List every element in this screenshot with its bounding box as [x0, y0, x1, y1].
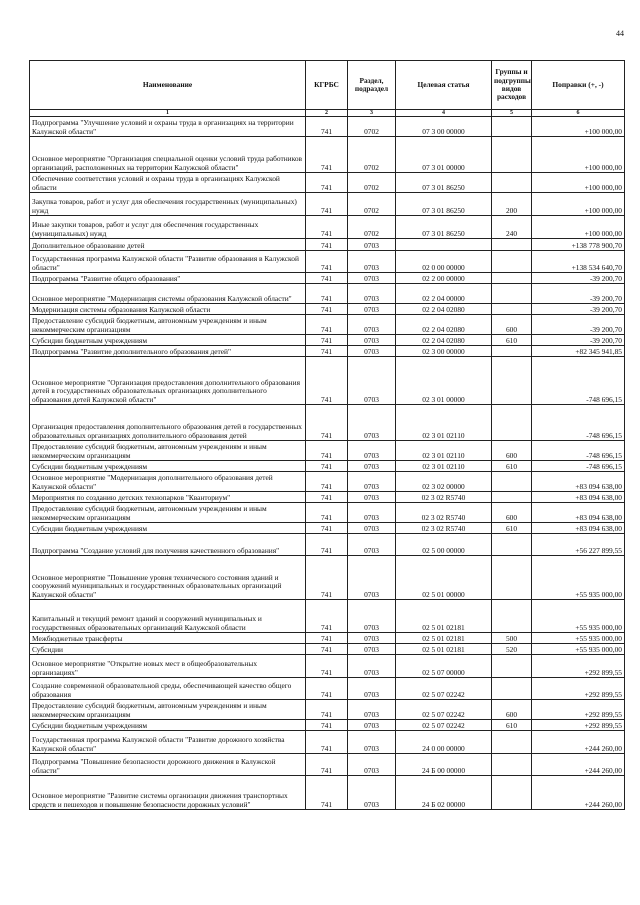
cell-amount: +292 899,55 [532, 678, 625, 700]
cell-section: 0703 [348, 731, 396, 754]
cell-amount: -748 696,15 [532, 405, 625, 441]
cell-name: Создание современной образовательной среды, обеспечивающей качество общего образования [30, 678, 306, 700]
cell-group: 240 [492, 216, 532, 239]
cell-kgrbs: 741 [306, 534, 348, 556]
cell-target: 24 Б 00 00000 [396, 754, 492, 776]
cell-group [492, 754, 532, 776]
cell-name: Организация предоставления дополнительного образования детей в государственных образовательных организациях дополнительного образования детей [30, 405, 306, 441]
cell-name: Иные закупки товаров, работ и услуг для обеспечения государственных (муниципальных) нужд [30, 216, 306, 239]
column-number: 3 [348, 110, 396, 117]
cell-section: 0703 [348, 720, 396, 731]
cell-name: Подпрограмма "Повышение безопасности дорожного движения в Калужской области" [30, 754, 306, 776]
cell-group [492, 346, 532, 357]
cell-target: 02 3 01 02110 [396, 405, 492, 441]
cell-group: 600 [492, 315, 532, 335]
cell-amount: +56 227 899,55 [532, 534, 625, 556]
cell-amount: +83 094 638,00 [532, 492, 625, 503]
cell-group [492, 776, 532, 810]
cell-group: 610 [492, 720, 532, 731]
cell-kgrbs: 741 [306, 216, 348, 239]
cell-kgrbs: 741 [306, 644, 348, 655]
cell-kgrbs: 741 [306, 173, 348, 193]
cell-amount: +100 000,00 [532, 173, 625, 193]
table-row [30, 503, 625, 523]
cell-target: 24 Б 02 00000 [396, 776, 492, 810]
column-number: 4 [396, 110, 492, 117]
cell-kgrbs: 741 [306, 492, 348, 503]
cell-target: 02 5 07 02242 [396, 720, 492, 731]
cell-section: 0703 [348, 335, 396, 346]
cell-name: Субсидии бюджетным учреждениям [30, 461, 306, 472]
cell-kgrbs: 741 [306, 776, 348, 810]
cell-kgrbs: 741 [306, 600, 348, 633]
cell-kgrbs: 741 [306, 441, 348, 461]
cell-target: 02 3 01 00000 [396, 357, 492, 405]
cell-amount: -39 200,70 [532, 315, 625, 335]
cell-name: Модернизация системы образования Калужской области [30, 304, 306, 315]
table-row [30, 304, 625, 315]
cell-kgrbs: 741 [306, 117, 348, 137]
cell-target: 02 5 01 00000 [396, 556, 492, 600]
cell-kgrbs: 741 [306, 523, 348, 534]
cell-section: 0703 [348, 273, 396, 284]
column-number-row [30, 110, 625, 117]
cell-name: Субсидии бюджетным учреждениям [30, 720, 306, 731]
cell-group [492, 678, 532, 700]
cell-name: Мероприятия по созданию детских технопарков "Кванториум" [30, 492, 306, 503]
cell-target: 02 3 00 00000 [396, 346, 492, 357]
cell-name: Основное мероприятие "Развитие системы организации движения транспортных средств и пешеходов и повышение безопасности дорожных условий" [30, 776, 306, 810]
cell-target: 07 3 01 00000 [396, 137, 492, 173]
table-row [30, 405, 625, 441]
cell-group [492, 137, 532, 173]
cell-group: 600 [492, 441, 532, 461]
cell-target: 02 2 04 02080 [396, 335, 492, 346]
cell-kgrbs: 741 [306, 405, 348, 441]
cell-target: 02 2 00 00000 [396, 273, 492, 284]
cell-target: 02 2 04 02080 [396, 304, 492, 315]
table-row [30, 284, 625, 304]
cell-target: 07 3 01 86250 [396, 193, 492, 216]
table-row [30, 173, 625, 193]
table-row [30, 315, 625, 335]
cell-amount: -39 200,70 [532, 335, 625, 346]
cell-kgrbs: 741 [306, 273, 348, 284]
cell-name: Основное мероприятие "Открытие новых мест в общеобразовательных организациях" [30, 655, 306, 678]
cell-kgrbs: 741 [306, 346, 348, 357]
table-row [30, 472, 625, 492]
table-row [30, 678, 625, 700]
table-row [30, 534, 625, 556]
cell-group [492, 357, 532, 405]
cell-section: 0703 [348, 461, 396, 472]
header-section: Раздел, подраздел [348, 61, 396, 110]
cell-section: 0703 [348, 441, 396, 461]
cell-target: 02 5 01 02181 [396, 600, 492, 633]
cell-amount: -748 696,15 [532, 461, 625, 472]
table-row [30, 720, 625, 731]
cell-group: 610 [492, 461, 532, 472]
cell-amount: +100 000,00 [532, 216, 625, 239]
cell-section: 0702 [348, 137, 396, 173]
cell-group: 600 [492, 700, 532, 720]
cell-section: 0703 [348, 600, 396, 633]
cell-name: Предоставление субсидий бюджетным, автономным учреждениям и иным некоммерческим организациям [30, 441, 306, 461]
cell-section: 0703 [348, 472, 396, 492]
cell-amount: +83 094 638,00 [532, 503, 625, 523]
table-row [30, 137, 625, 173]
cell-group [492, 492, 532, 503]
cell-amount: -748 696,15 [532, 441, 625, 461]
cell-amount: -748 696,15 [532, 357, 625, 405]
cell-name: Закупка товаров, работ и услуг для обеспечения государственных (муниципальных) нужд [30, 193, 306, 216]
cell-amount: -39 200,70 [532, 304, 625, 315]
column-number: 6 [532, 110, 625, 117]
cell-amount: +100 000,00 [532, 117, 625, 137]
cell-section: 0703 [348, 346, 396, 357]
cell-group: 610 [492, 335, 532, 346]
table-row [30, 273, 625, 284]
cell-target: 07 3 01 86250 [396, 216, 492, 239]
cell-name: Основное мероприятие "Организация предоставления дополнительного образования детей в государственных образовательных организациях дополнительного образования детей Калужской области" [30, 357, 306, 405]
cell-amount: +82 345 941,85 [532, 346, 625, 357]
cell-section: 0702 [348, 216, 396, 239]
cell-amount: +244 260,00 [532, 754, 625, 776]
cell-group [492, 239, 532, 251]
cell-kgrbs: 741 [306, 556, 348, 600]
cell-target: 02 5 01 02181 [396, 633, 492, 644]
table-row [30, 633, 625, 644]
cell-group: 200 [492, 193, 532, 216]
cell-section: 0702 [348, 173, 396, 193]
table-row [30, 523, 625, 534]
cell-target: 02 2 04 02080 [396, 315, 492, 335]
cell-kgrbs: 741 [306, 137, 348, 173]
cell-name: Межбюджетные трансферты [30, 633, 306, 644]
cell-group [492, 655, 532, 678]
cell-group: 500 [492, 633, 532, 644]
page-number: 44 [616, 29, 624, 38]
cell-amount: +55 935 000,00 [532, 633, 625, 644]
cell-group [492, 304, 532, 315]
cell-kgrbs: 741 [306, 357, 348, 405]
cell-kgrbs: 741 [306, 678, 348, 700]
cell-kgrbs: 741 [306, 251, 348, 273]
header-kgrbs: КГРБС [306, 61, 348, 110]
cell-name: Основное мероприятие "Модернизация системы образования Калужской области" [30, 284, 306, 304]
cell-group [492, 117, 532, 137]
header-group: Группы и подгруппы видов расходов [492, 61, 532, 110]
table-row [30, 556, 625, 600]
table-row [30, 461, 625, 472]
cell-section: 0702 [348, 193, 396, 216]
cell-section: 0703 [348, 304, 396, 315]
column-number: 5 [492, 110, 532, 117]
cell-amount: +55 935 000,00 [532, 644, 625, 655]
cell-group [492, 284, 532, 304]
cell-kgrbs: 741 [306, 239, 348, 251]
cell-name: Подпрограмма "Создание условий для получения качественного образования" [30, 534, 306, 556]
cell-kgrbs: 741 [306, 731, 348, 754]
cell-amount: +244 260,00 [532, 776, 625, 810]
cell-amount: +138 534 640,70 [532, 251, 625, 273]
cell-kgrbs: 741 [306, 284, 348, 304]
cell-kgrbs: 741 [306, 754, 348, 776]
cell-name: Подпрограмма "Развитие общего образования" [30, 273, 306, 284]
cell-group [492, 251, 532, 273]
cell-section: 0703 [348, 633, 396, 644]
table-row [30, 335, 625, 346]
cell-amount: -39 200,70 [532, 284, 625, 304]
cell-amount: +83 094 638,00 [532, 523, 625, 534]
header-amendment: Поправки (+, -) [532, 61, 625, 110]
cell-group: 520 [492, 644, 532, 655]
cell-target: 07 3 01 86250 [396, 173, 492, 193]
cell-section: 0703 [348, 644, 396, 655]
cell-name: Предоставление субсидий бюджетным, автономным учреждениям и иным некоммерческим организациям [30, 503, 306, 523]
cell-section: 0703 [348, 776, 396, 810]
table-row [30, 776, 625, 810]
cell-section: 0702 [348, 117, 396, 137]
header-row [30, 61, 625, 110]
cell-group [492, 472, 532, 492]
table-row [30, 251, 625, 273]
cell-section: 0703 [348, 678, 396, 700]
cell-group [492, 556, 532, 600]
cell-amount: +83 094 638,00 [532, 472, 625, 492]
cell-section: 0703 [348, 357, 396, 405]
cell-amount: +100 000,00 [532, 137, 625, 173]
cell-target [396, 239, 492, 251]
cell-target: 24 0 00 00000 [396, 731, 492, 754]
cell-target: 07 3 00 00000 [396, 117, 492, 137]
cell-section: 0703 [348, 534, 396, 556]
cell-name: Субсидии бюджетным учреждениям [30, 523, 306, 534]
cell-amount: +244 260,00 [532, 731, 625, 754]
cell-amount: +100 000,00 [532, 193, 625, 216]
cell-section: 0703 [348, 523, 396, 534]
cell-section: 0703 [348, 700, 396, 720]
cell-kgrbs: 741 [306, 335, 348, 346]
table-body [30, 117, 625, 810]
table-row [30, 644, 625, 655]
table-row [30, 357, 625, 405]
cell-name: Государственная программа Калужской области "Развитие дорожного хозяйства Калужской области" [30, 731, 306, 754]
cell-amount: +138 778 900,70 [532, 239, 625, 251]
cell-target: 02 3 01 02110 [396, 461, 492, 472]
cell-kgrbs: 741 [306, 720, 348, 731]
cell-group [492, 173, 532, 193]
cell-group: 610 [492, 523, 532, 534]
cell-name: Государственная программа Калужской области "Развитие образования в Калужской области" [30, 251, 306, 273]
cell-kgrbs: 741 [306, 461, 348, 472]
cell-amount: +55 935 000,00 [532, 600, 625, 633]
cell-amount: +55 935 000,00 [532, 556, 625, 600]
cell-section: 0703 [348, 655, 396, 678]
table-row [30, 600, 625, 633]
header-target: Целевая статья [396, 61, 492, 110]
cell-section: 0703 [348, 503, 396, 523]
cell-target: 02 0 00 00000 [396, 251, 492, 273]
cell-section: 0703 [348, 251, 396, 273]
table-row [30, 754, 625, 776]
cell-kgrbs: 741 [306, 193, 348, 216]
cell-name: Основное мероприятие "Модернизация дополнительного образования детей Калужской области" [30, 472, 306, 492]
cell-group [492, 273, 532, 284]
table-row [30, 239, 625, 251]
cell-target: 02 5 00 00000 [396, 534, 492, 556]
cell-kgrbs: 741 [306, 700, 348, 720]
cell-group [492, 731, 532, 754]
cell-kgrbs: 741 [306, 655, 348, 678]
cell-section: 0703 [348, 284, 396, 304]
cell-name: Подпрограмма "Развитие дополнительного образования детей" [30, 346, 306, 357]
cell-section: 0703 [348, 405, 396, 441]
cell-group: 600 [492, 503, 532, 523]
cell-section: 0703 [348, 315, 396, 335]
cell-name: Предоставление субсидий бюджетным, автономным учреждениям и иным некоммерческим организациям [30, 700, 306, 720]
cell-section: 0703 [348, 556, 396, 600]
cell-kgrbs: 741 [306, 472, 348, 492]
cell-name: Основное мероприятие "Организация специальной оценки условий труда работников организаций, расположенных на территории Калужской области" [30, 137, 306, 173]
cell-group [492, 534, 532, 556]
cell-amount: +292 899,55 [532, 655, 625, 678]
table-row [30, 700, 625, 720]
cell-amount: +292 899,55 [532, 700, 625, 720]
cell-target: 02 3 02 R5740 [396, 492, 492, 503]
cell-name: Обеспечение соответствия условий и охраны труда в организациях Калужской области [30, 173, 306, 193]
cell-kgrbs: 741 [306, 315, 348, 335]
table-row [30, 655, 625, 678]
cell-target: 02 3 02 R5740 [396, 523, 492, 534]
cell-group [492, 405, 532, 441]
table-row [30, 346, 625, 357]
cell-target: 02 3 02 00000 [396, 472, 492, 492]
table-row [30, 216, 625, 239]
table-row [30, 117, 625, 137]
table-row [30, 492, 625, 503]
cell-name: Субсидии бюджетным учреждениям [30, 335, 306, 346]
cell-group [492, 600, 532, 633]
cell-kgrbs: 741 [306, 304, 348, 315]
cell-target: 02 5 07 00000 [396, 655, 492, 678]
cell-target: 02 2 04 00000 [396, 284, 492, 304]
column-number: 2 [306, 110, 348, 117]
cell-name: Дополнительное образование детей [30, 239, 306, 251]
cell-name: Предоставление субсидий бюджетным, автономным учреждениям и иным некоммерческим организациям [30, 315, 306, 335]
header-name: Наименование [30, 61, 306, 110]
budget-amendments-table [29, 60, 625, 810]
cell-kgrbs: 741 [306, 503, 348, 523]
cell-target: 02 3 01 02110 [396, 441, 492, 461]
cell-name: Подпрограмма "Улучшение условий и охраны труда в организациях на территории Калужской области" [30, 117, 306, 137]
cell-target: 02 5 07 02242 [396, 678, 492, 700]
table-row [30, 193, 625, 216]
table-row [30, 441, 625, 461]
cell-target: 02 5 07 02242 [396, 700, 492, 720]
cell-amount: +292 899,55 [532, 720, 625, 731]
cell-section: 0703 [348, 492, 396, 503]
cell-section: 0703 [348, 754, 396, 776]
cell-amount: -39 200,70 [532, 273, 625, 284]
cell-name: Основное мероприятие "Повышение уровня технического состояния зданий и сооружений муниципальных и государственных образовательных организаций Калужской области" [30, 556, 306, 600]
cell-name: Капитальный и текущий ремонт зданий и сооружений муниципальных и государственных образовательных организаций Калужской области [30, 600, 306, 633]
cell-target: 02 3 02 R5740 [396, 503, 492, 523]
cell-target: 02 5 01 02181 [396, 644, 492, 655]
table-row [30, 731, 625, 754]
cell-name: Субсидии [30, 644, 306, 655]
cell-kgrbs: 741 [306, 633, 348, 644]
cell-section: 0703 [348, 239, 396, 251]
column-number: 1 [30, 110, 306, 117]
